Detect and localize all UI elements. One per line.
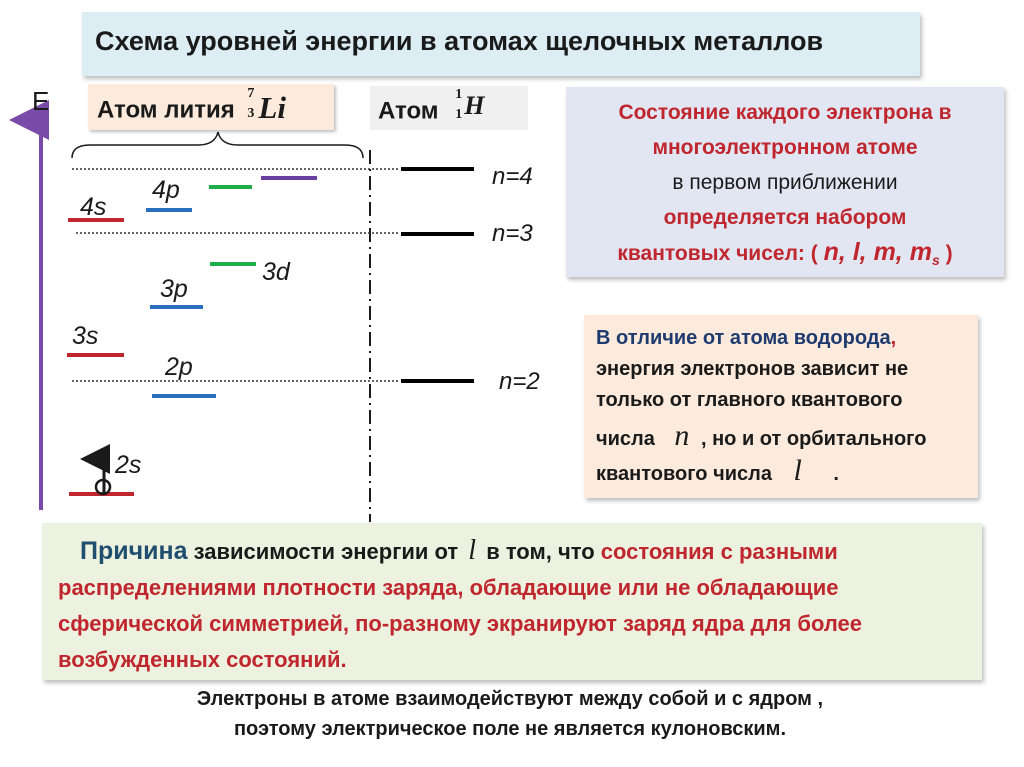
- label-n2: n=2: [499, 368, 540, 395]
- diff-line-4-b: , но и от орбитального: [700, 428, 927, 450]
- lithium-symbol: Li: [258, 90, 286, 125]
- hydrogen-mass-number: 1: [455, 87, 463, 102]
- electron-state-text: [566, 95, 1004, 278]
- reason-lead: Причина: [80, 537, 188, 565]
- lithium-label-text: Атом лития: [97, 96, 235, 124]
- spin-subscript: s: [931, 252, 940, 269]
- reason-red-1: состояния с разными: [600, 539, 838, 564]
- reason-red-4: возбужденных состояний.: [58, 647, 347, 672]
- diff-line-4-a: числа: [596, 428, 655, 450]
- diff-line-5: [596, 455, 976, 490]
- symbol-n: n: [674, 419, 690, 452]
- label-n4: n=4: [492, 163, 533, 190]
- footer-text: [100, 684, 920, 744]
- state-line-1: Состояние каждого электрона в: [618, 101, 952, 124]
- reason-part-2: в том, что: [480, 539, 601, 564]
- lithium-isotope: [247, 86, 301, 126]
- hydrogen-label: [378, 87, 495, 127]
- diff-line-1-text: В отличие от атома водорода: [596, 327, 891, 349]
- diff-line-5-b: .: [833, 463, 839, 485]
- hydrogen-atomic-number: 1: [455, 107, 463, 122]
- symbol-l: l: [793, 454, 802, 487]
- label-3d: 3d: [262, 258, 290, 286]
- diff-line-2: энергия электронов зависит не: [596, 358, 909, 380]
- diff-line-1: [596, 323, 976, 354]
- label-3s: 3s: [72, 322, 99, 350]
- hydrogen-symbol: H: [464, 91, 485, 120]
- state-line-5: [566, 235, 1004, 278]
- reason-symbol-l: l: [468, 535, 477, 566]
- lithium-mass-number: 7: [247, 86, 255, 101]
- energy-axis-label: E: [32, 86, 50, 116]
- hydrogen-label-text: Атом: [378, 97, 439, 125]
- label-2s: 2s: [115, 451, 142, 479]
- quantum-numbers: n, l, m, m: [823, 238, 932, 266]
- state-line-5-suffix: ): [945, 242, 953, 265]
- lithium-brace: [72, 132, 363, 158]
- diff-line-1-comma: ,: [890, 327, 897, 349]
- state-line-3: в первом приближении: [672, 171, 898, 194]
- reason-line-1: [58, 533, 978, 570]
- reason-part-1: зависимости энергии от: [187, 539, 465, 564]
- diff-line-4: [596, 420, 976, 455]
- footer-line-1: Электроны в атоме взаимодействуют между собой и с ядром ,: [196, 688, 824, 710]
- lithium-atomic-number: 3: [247, 106, 255, 121]
- reason-red-2: распределениями плотности заряда, обладающие или не обладающие: [58, 575, 839, 600]
- state-line-5-prefix: квантовых чисел: (: [617, 242, 818, 265]
- page-title: Схема уровней энергии в атомах щелочных металлов: [95, 26, 824, 56]
- footer-line-2: поэтому электрическое поле не является кулоновским.: [233, 718, 787, 740]
- diff-line-5-a: квантового числа: [596, 463, 772, 485]
- reason-red-3: сферической симметрией, по-разному экранируют заряд ядра для более: [58, 611, 863, 636]
- state-line-2: многоэлектронном атоме: [652, 136, 918, 159]
- label-2p: 2p: [165, 353, 193, 381]
- hydrogen-isotope: [455, 87, 495, 127]
- label-4p: 4p: [152, 176, 180, 204]
- diff-line-3: только от главного квантового: [596, 389, 903, 411]
- label-n3: n=3: [492, 220, 533, 247]
- lithium-label: [97, 86, 301, 126]
- label-4s: 4s: [80, 193, 107, 221]
- state-line-4: определяется набором: [663, 206, 907, 229]
- reason-text: [58, 533, 978, 678]
- hydrogen-difference-text: [596, 323, 976, 490]
- label-3p: 3p: [160, 275, 188, 303]
